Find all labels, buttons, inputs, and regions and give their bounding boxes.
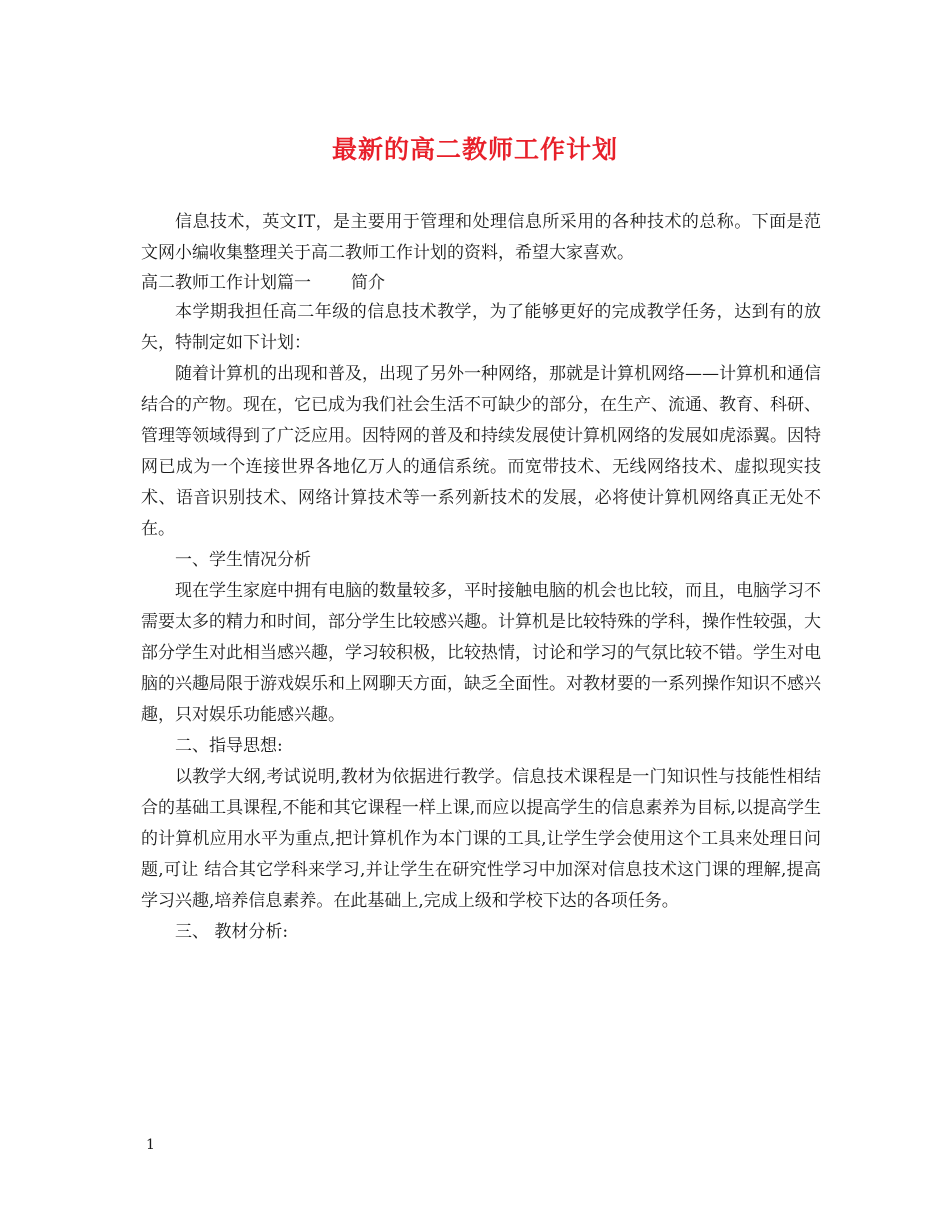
- chapter-heading: [141, 269, 821, 297]
- chapter-heading-text: 高二教师工作计划篇一: [141, 273, 311, 293]
- section-1-heading: 一、学生情况分析: [175, 550, 311, 570]
- chapter-subtitle: 简介: [351, 273, 385, 293]
- paragraph-2: 随着计算机的出现和普及，出现了另外一种网络，那就是计算机网络——计算机和通信结合的产物。现在，它已成为我们社会生活不可缺少的部分，在生产、流通、教育、科研、管理等领域得到了广泛应用。因特网的普及和持续发展使计算机网络的发展如虎添翼。因特网已成为一个连接世界各地亿万人的通信系统。而宽带技术、无线网络技术、虚拟现实技术、语音识别技术、网络计算技术等一系列新技术的发展，必将使计算机网络真正无处不在。: [141, 364, 821, 539]
- section-2-heading: 二、指导思想:: [175, 736, 283, 756]
- intro-paragraph: 信息技术，英文IT，是主要用于管理和处理信息所采用的各种技术的总称。下面是范文网小编收集整理关于高二教师工作计划的资料，希望大家喜欢。: [141, 212, 821, 263]
- section-3-heading: 三、 教材分析:: [175, 922, 289, 942]
- paragraph-1: 本学期我担任高二年级的信息技术教学，为了能够更好的完成教学任务，达到有的放矢，特制定如下计划：: [141, 302, 821, 353]
- page-number: 1: [146, 1137, 155, 1153]
- document-body: [141, 207, 821, 948]
- section-1-body: 现在学生家庭中拥有电脑的数量较多，平时接触电脑的机会也比较，而且，电脑学习不需要太多的精力和时间，部分学生比较感兴趣。计算机是比较特殊的学科，操作性较强，大部分学生对此相当感兴趣，学习较积极，比较热情，讨论和学习的气氛比较不错。学生对电脑的兴趣局限于游戏娱乐和上网聊天方面，缺乏全面性。对教材要的一系列操作知识不感兴趣，只对娱乐功能感兴趣。: [141, 581, 821, 725]
- section-2-body: 以教学大纲,考试说明,教材为依据进行教学。信息技术课程是一门知识性与技能性相结合的基础工具课程,不能和其它课程一样上课,而应以提高学生的信息素养为目标,以提高学生的计算机应用水平为重点,把计算机作为本门课的工具,让学生学会使用这个工具来处理日问题,可让 结合其它学科来学习,并让学生在研究性学习中加深对信息技术这门课的理解,提高学习兴趣,培养信息素养。在此基础上,完成上级和学校下达的各项任务。: [141, 767, 821, 911]
- document-title: 最新的高二教师工作计划: [331, 135, 618, 164]
